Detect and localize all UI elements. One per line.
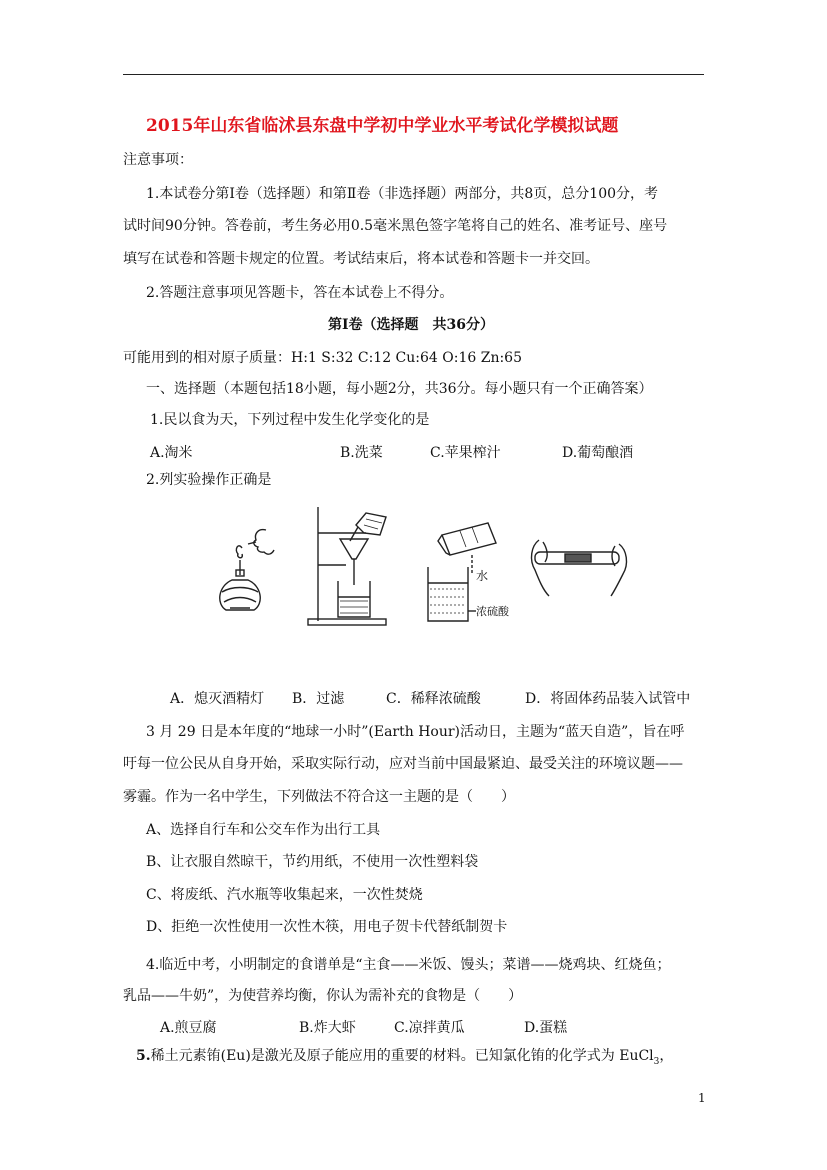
q1-option-b: B.洗菜	[340, 445, 383, 461]
notice-item-1-line-3: 填写在试卷和答题卡规定的位置。考试结束后，将本试卷和答题卡一并交回。	[123, 251, 599, 267]
q5-tail: ，	[659, 1048, 674, 1064]
dilution-figure	[420, 515, 510, 627]
q5-number: 5.	[136, 1048, 151, 1064]
notice-item-1-line-1: 1.本试卷分第Ⅰ卷（选择题）和第Ⅱ卷（非选择题）两部分，共8页，总分100分，考	[146, 186, 659, 202]
q3-option-c: C、将废纸、汽水瓶等收集起来，一次性焚烧	[146, 887, 423, 903]
q2-option-c: C．稀释浓硫酸	[386, 691, 481, 707]
atomic-masses: 可能用到的相对原子质量：H:1 S:32 C:12 Cu:64 O:16 Zn:65	[123, 350, 522, 366]
q3-line-1: 3 月 29 日是本年度的“地球一小时”(Earth Hour)活动日，主题为“蓝天自造”，旨在呼	[146, 724, 685, 740]
q5-line	[136, 1047, 673, 1071]
q3-option-a: A、选择自行车和公交车作为出行工具	[146, 822, 381, 838]
q5-subscript: 3	[653, 1056, 660, 1067]
filtration-figure	[306, 503, 396, 628]
test-tube-figure	[527, 530, 632, 600]
notice-heading: 注意事项：	[123, 152, 193, 168]
acid-label: 浓硫酸	[476, 605, 509, 618]
q3-option-d: D、拒绝一次性使用一次性木筷，用电子贺卡代替纸制贺卡	[146, 919, 508, 935]
q3-line-3: 雾霾。作为一名中学生，下列做法不符合这一主题的是（ ）	[123, 789, 515, 805]
q2-option-d: D．将固体药品装入试管中	[525, 691, 691, 707]
q2-stem: 2.列实验操作正确是	[146, 472, 272, 488]
q4-option-c: C.凉拌黄瓜	[394, 1020, 465, 1036]
part1-instructions: 一、选择题（本题包括18小题，每小题2分，共36分。每小题只有一个正确答案）	[146, 381, 653, 397]
q4-line-2: 乳品——牛奶”，为使营养均衡，你认为需补充的食物是（ ）	[123, 988, 523, 1004]
alcohol-lamp-figure	[212, 520, 282, 615]
q2-option-a: A．熄灭酒精灯	[170, 691, 265, 707]
page-number: 1	[698, 1091, 706, 1105]
section-heading: 第Ⅰ卷（选择题 共36分）	[328, 317, 495, 333]
q4-line-1: 4.临近中考，小明制定的食谱单是“主食——米饭、馒头；菜谱——烧鸡块、红烧鱼；	[146, 957, 671, 973]
q3-option-b: B、让衣服自然晾干，节约用纸，不使用一次性塑料袋	[146, 854, 479, 870]
q1-option-c: C.苹果榨汁	[430, 445, 501, 461]
notice-item-1-line-2: 试时间90分钟。答卷前，考生务必用0.5毫米黑色签字笔将自己的姓名、准考证号、座号	[123, 218, 668, 234]
header-rule	[123, 74, 704, 75]
q1-stem: 1.民以食为天，下列过程中发生化学变化的是	[150, 412, 430, 428]
q1-option-d: D.葡萄酿酒	[562, 445, 634, 461]
q4-option-d: D.蛋糕	[524, 1020, 568, 1036]
q2-option-b: B．过滤	[292, 691, 345, 707]
q4-option-a: A.煎豆腐	[160, 1020, 217, 1036]
q3-line-2: 吁每一位公民从自身开始，采取实际行动，应对当前中国最紧迫、最受关注的环境议题——	[123, 756, 683, 772]
q4-option-b: B.炸大虾	[299, 1020, 356, 1036]
q5-text: 稀土元素铕(Eu)是激光及原子能应用的重要的材料。已知氯化铕的化学式为 EuCl	[150, 1048, 654, 1064]
water-label: 水	[476, 569, 489, 583]
notice-item-2: 2.答题注意事项见答题卡，答在本试卷上不得分。	[146, 285, 454, 301]
q1-option-a: A.淘米	[150, 445, 193, 461]
page-title: 2015年山东省临沭县东盘中学初中学业水平考试化学模拟试题	[146, 116, 619, 136]
